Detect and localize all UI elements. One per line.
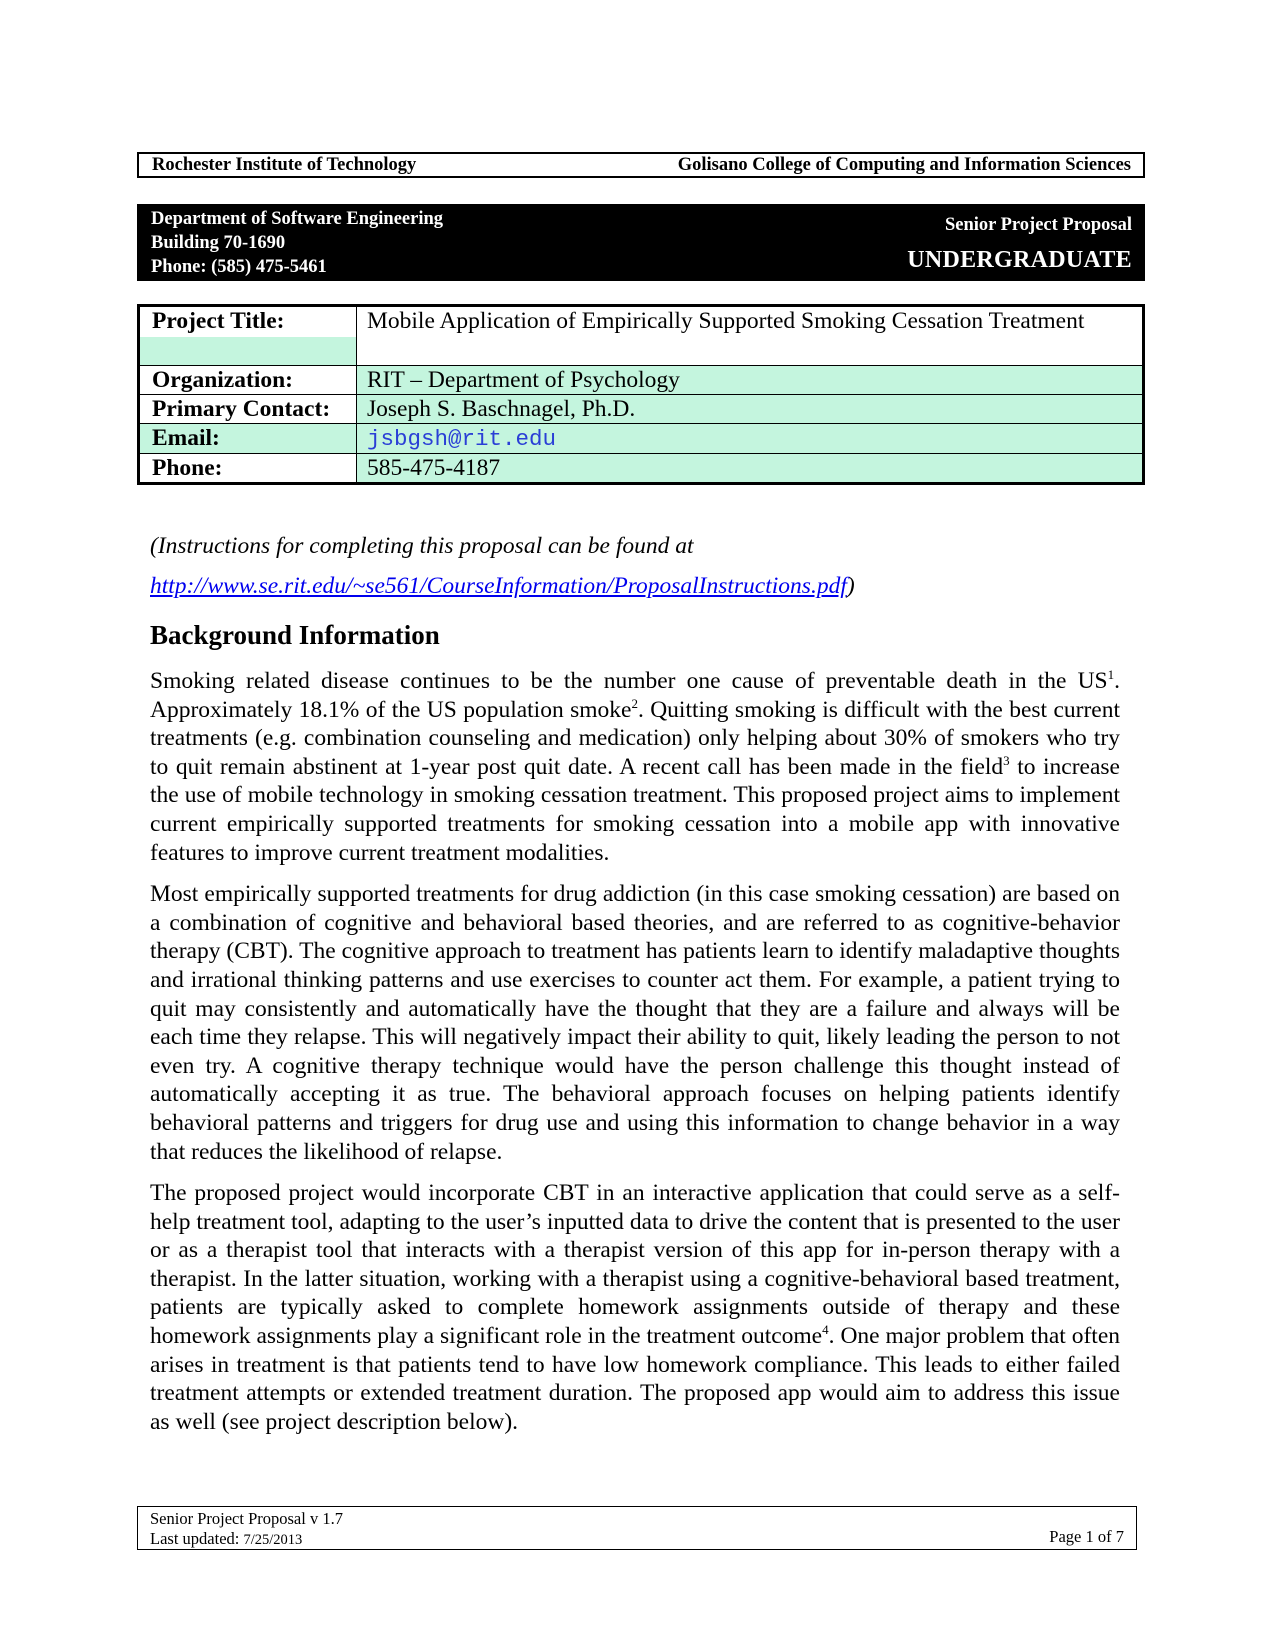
project-title-value: Mobile Application of Empirically Supported Smoking Cessation Treatment <box>357 306 1144 366</box>
footer-updated: Last updated: 7/25/2013 <box>150 1529 303 1548</box>
department-banner <box>137 204 1145 281</box>
instructions-link[interactable]: http://www.se.rit.edu/~se561/CourseInformation/ProposalInstructions.pdf <box>150 573 847 599</box>
paragraph: Smoking related disease continues to be the number one cause of preventable death in the $US^1$. Approximately 18.1% of the US population smoke$^2$. Quitting smoking is difficult with the best current treatments (e.g. combination counseling and medication) only helping about 30% of smokers who try to quit remain abstinent at 1-year post quit date. A recent call has been made in the field$^3$ to increase the use of mobile technology in smoking cessation treatment. This proposed project aims to implement current empirically supported treatments for smoking cessation into a mobile app with innovative features to improve current treatment modalities. <box>150 667 1120 866</box>
email-link[interactable]: jsbgsh@rit.edu <box>367 426 557 452</box>
page-number: Page 1 of 7 <box>1049 1527 1124 1546</box>
row-label: Phone: <box>139 454 357 484</box>
department-building: Building 70-1690 <box>151 233 286 253</box>
email-cell <box>357 424 1144 454</box>
row-label: Organization: <box>139 366 357 395</box>
department-info <box>151 207 443 279</box>
table-row <box>139 424 1144 454</box>
college-name: Golisano College of Computing and Information Sciences <box>677 154 1131 175</box>
instructions-text: (Instructions for completing this proposal can be found at <box>150 533 694 559</box>
table-row <box>139 366 1144 395</box>
institution-name: Rochester Institute of Technology <box>152 154 417 175</box>
footer-version: Senior Project Proposal v 1.7 <box>150 1509 343 1528</box>
paragraph: Most empirically supported treatments for drug addiction (in this case smoking cessation) are based on a combination of cognitive and behavioral based theories, and are referred to as cognitive-behavior therapy (CBT). The cognitive approach to treatment has patients learn to identify maladaptive thoughts and irrational thinking patterns and use exercises to counter act them. For example, a patient trying to quit may consistently and automatically have the thought that they are a failure and always will be each time they relapse. This will negatively impact their ability to quit, likely leading the person to not even try. A cognitive therapy technique would have the person challenge this thought instead of automatically accepting it as true. The behavioral approach focuses on helping patients identify behavioral patterns and triggers for drug use and using this information to change behavior in a way that reduces the likelihood of relapse. <box>150 881 1120 1165</box>
phone-value: 585-475-4187 <box>357 454 1144 484</box>
level-label: UNDERGRADUATE <box>907 247 1132 273</box>
row-label: Primary Contact: <box>139 395 357 424</box>
table-row <box>139 454 1144 484</box>
organization-value: RIT – Department of Psychology <box>357 366 1144 395</box>
section-body <box>150 667 1120 1449</box>
row-label: Email: <box>139 424 357 454</box>
doc-type: Senior Project Proposal <box>944 215 1132 235</box>
department-name: Department of Software Engineering <box>151 209 444 229</box>
table-row <box>139 395 1144 424</box>
institution-header <box>137 152 1145 178</box>
row-label: Project Title: <box>139 306 357 366</box>
department-phone: Phone: (585) 475-5461 <box>151 257 327 277</box>
paragraph: The proposed project would incorporate CBT in an interactive application that could serve as a self-help treatment tool, adapting to the user’s inputted data to drive the content that is presented to the user or as a therapist tool that interacts with a therapist version of this app for in-person therapy with a therapist. In the latter situation, working with a therapist using a cognitive-behavioral based treatment, patients are typically asked to complete homework assignments outside of therapy and these homework assignments play a significant role in the treatment outcome$^4$. One major problem that often arises in treatment is that patients tend to have low homework compliance. This leads to either failed treatment attempts or extended treatment duration. The proposed app would aim to address this issue as well (see project description below). <box>150 1180 1121 1435</box>
section-heading: Background Information <box>150 620 440 650</box>
contact-value: Joseph S. Baschnagel, Ph.D. <box>357 395 1144 424</box>
table-row <box>139 306 1144 366</box>
project-info-table <box>137 304 1145 485</box>
page-footer <box>137 1506 1137 1550</box>
field-highlight <box>140 337 356 365</box>
instructions-note: (Instructions for completing this proposal can be found at http://www.se.rit.edu/~se561/CourseInformation/ProposalInstructions.pdf) <box>150 526 855 606</box>
